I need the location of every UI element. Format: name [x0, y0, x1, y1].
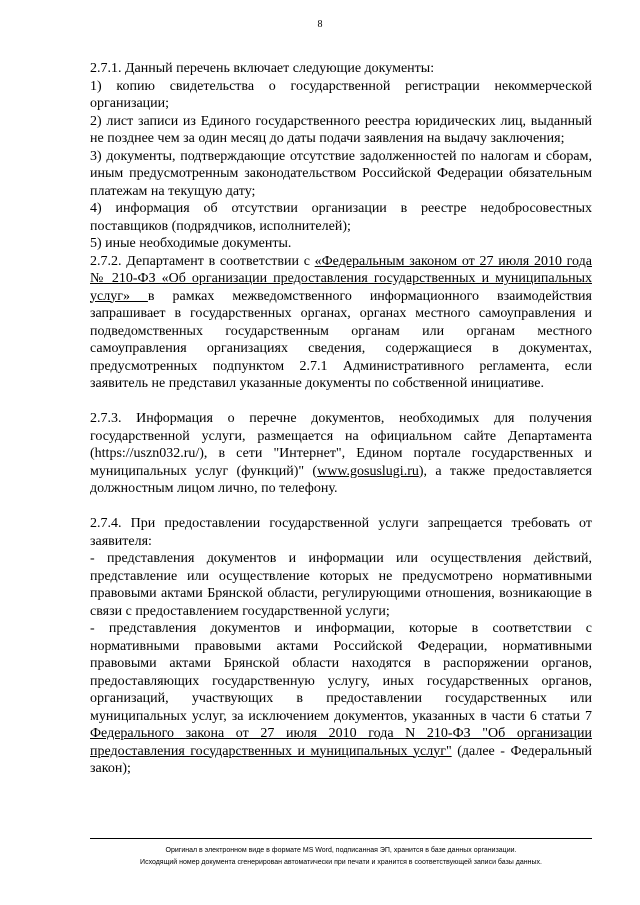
paragraph-2-7-2: [90, 253, 592, 393]
paragraph-2-7-1-item-3: 3) документы, подтверждающие отсутствие задолженностей по налогам и сборам, иным предусмотренным законодательством Российской Федерации обязательным платежам на текущую дату;: [90, 148, 592, 199]
paragraph-2-7-4-item-2-prefix: - представления документов и информации, которые в соответствии с нормативными правовыми актами Российской Федерации, нормативными правовыми актами Брянской области находятся в распоряжении органов, предоставляющих государственную услугу, иных государственных органов, организаций, участвующих в предоставлении государственных или муниципальных услуг, за исключением документов, указанных в части 6 статьи 7: [90, 621, 592, 724]
paragraph-2-7-4-item-2: [90, 620, 592, 778]
footer-line-2: Исходящий номер документа сгенерирован автоматически при печати и хранится в соответствующей записи базы данных.: [140, 858, 542, 866]
footer-line-1: Оригинал в электронном виде в формате MS Word, подписанная ЭП, хранится в базе данных организации.: [165, 847, 517, 854]
paragraph-2-7-1-item-5: 5) иные необходимые документы.: [90, 236, 292, 251]
paragraph-2-7-3: [90, 410, 592, 498]
gosuslugi-link[interactable]: www.gosuslugi.ru: [317, 463, 419, 479]
footer-divider: [90, 838, 592, 839]
document-body: [90, 60, 592, 778]
federal-law-210-article-link[interactable]: Федерального закона от 27 июля 2010 года N 210-ФЗ "Об организации предоставления государственных и муниципальных услуг": [90, 726, 592, 759]
paragraph-2-7-2-suffix: в рамках межведомственного информационного взаимодействия запрашивает в государственных органах, органах местного самоуправления и подведомственных государственным органам или органам местного самоуправления организациях сведения, содержащиеся в документах, предусмотренных подпунктом 2.7.1 Административного регламента, если заявитель не представил указанные документы по собственной инициативе.: [90, 288, 592, 391]
paragraph-2-7-1-intro: 2.7.1. Данный перечень включает следующие документы:: [90, 61, 435, 76]
paragraph-2-7-4-item-2-suffix: (далее - Федеральный закон);: [90, 743, 592, 776]
paragraph-2-7-1-item-4: 4) информация об отсутствии организации в реестре недобросовестных поставщиков (подрядчиков, исполнителей);: [90, 201, 592, 234]
page-number: 8: [317, 19, 323, 30]
page-footer: [90, 845, 592, 868]
paragraph-2-7-4-item-1: - представления документов и информации или осуществления действий, представление или осуществление которых не предусмотрено нормативными правовыми актами Брянской области, регулирующими отношения, возникающие в связи с предоставлением государственной услуги;: [90, 551, 592, 619]
paragraph-2-7-3-suffix: ), а также предоставляется должностным лицом лично, по телефону.: [90, 463, 592, 496]
paragraph-2-7-1-item-1: 1) копию свидетельства о государственной регистрации некоммерческой организации;: [90, 78, 592, 111]
paragraph-2-7-1-item-2: 2) лист записи из Единого государственного реестра юридических лиц, выданный не позднее чем за один месяц до даты подачи заявления на выдачу заключения;: [90, 113, 592, 146]
paragraph-2-7-3-prefix: 2.7.3. Информация о перечне документов, необходимых для получения государственной услуги, размещается на официальном сайте Департамента (https://uszn032.ru/), в сети "Интернет", Едином портале государственных и муниципальных услуг (функций)" (: [90, 411, 592, 479]
paragraph-2-7-4-intro: 2.7.4. При предоставлении государственной услуги запрещается требовать от заявителя:: [90, 516, 592, 549]
paragraph-2-7-2-prefix: 2.7.2. Департамент в соответствии с: [90, 253, 315, 269]
federal-law-210-link[interactable]: «Федеральным законом от 27 июля 2010 года № 210-ФЗ «Об организации предоставления государственных и муниципальных услуг»: [90, 253, 592, 304]
